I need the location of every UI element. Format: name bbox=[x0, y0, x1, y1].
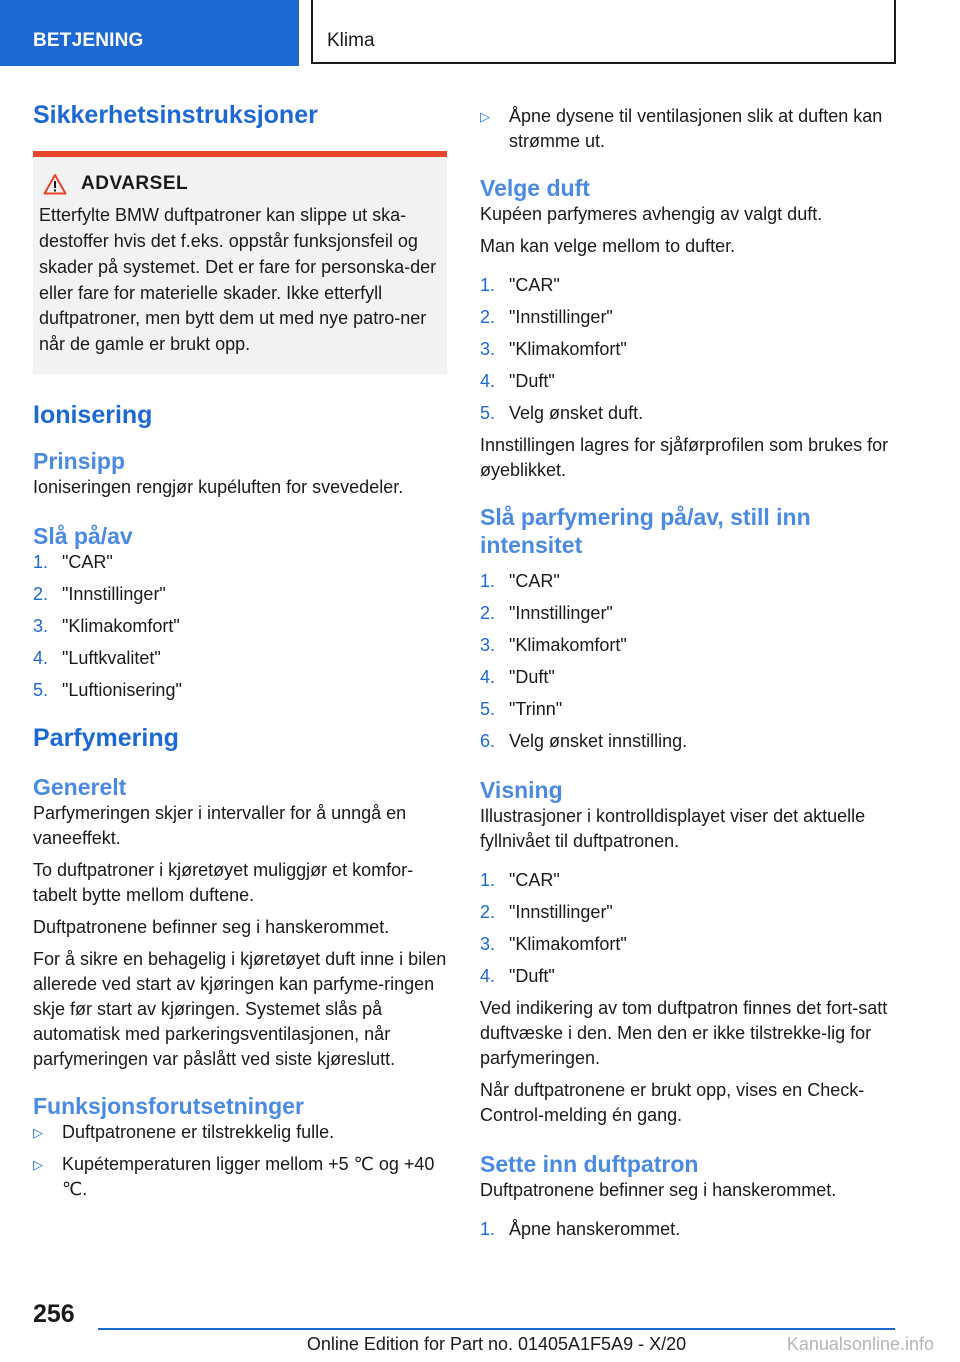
paragraph: Man kan velge mellom to dufter. bbox=[480, 236, 736, 257]
prinsipp-text: Ioniseringen rengjør kupéluften for svevedeler. bbox=[33, 477, 404, 498]
list-item: 4. "Luftkvalitet" bbox=[33, 648, 161, 669]
list-item: 2. "Innstillinger" bbox=[480, 307, 613, 328]
velge-duft-heading: Velge duft bbox=[480, 175, 590, 201]
list-item: ▷ Åpne dysene til ventilasjonen slik at duften kan strømme ut. bbox=[480, 106, 883, 151]
warning-box bbox=[33, 151, 447, 374]
list-item: 2. "Innstillinger" bbox=[480, 902, 613, 923]
page-number: 256 bbox=[33, 1300, 75, 1328]
paragraph: Innstillingen lagres for sjåførprofilen som brukes for øyeblikket. bbox=[480, 435, 889, 481]
list-item: 5. "Trinn" bbox=[480, 699, 563, 720]
sla-pa-av-heading: Slå på/av bbox=[33, 523, 133, 550]
paragraph: Parfymeringen skjer i intervaller for å unngå en vaneeffekt. bbox=[33, 802, 407, 848]
bullet-triangle-icon: ▷ bbox=[33, 1156, 43, 1172]
intensitet-steps bbox=[480, 569, 895, 754]
parfymering-heading: Parfymering bbox=[33, 724, 179, 753]
funksjonsforutsetninger-heading: Funksjonsforutsetninger bbox=[33, 1092, 304, 1119]
edition-text: Online Edition for Part no. 01405A1F5A9 - X/20 bbox=[306, 1334, 687, 1354]
list-item: 1. "CAR" bbox=[480, 571, 560, 592]
paragraph: Ved indikering av tom duftpatron finnes det fort-satt duftvæske i den. Men den er ikke tilstrekke-lig for parfymeringen. bbox=[480, 998, 888, 1069]
list-item: 3. "Klimakomfort" bbox=[480, 934, 627, 955]
list-item: 5. "Luftionisering" bbox=[33, 680, 182, 701]
paragraph: Duftpatronene befinner seg i hanskerommet. bbox=[480, 1180, 837, 1201]
paragraph: Kupéen parfymeres avhengig av valgt duft. bbox=[480, 204, 823, 225]
list-item: ▷ Kupétemperaturen ligger mellom +5 ℃ og +40 ℃. bbox=[33, 1153, 435, 1199]
warning-triangle-icon bbox=[43, 173, 67, 195]
visning-heading: Visning bbox=[480, 777, 563, 804]
list-item: 4. "Duft" bbox=[480, 966, 555, 987]
visning-steps bbox=[480, 868, 895, 989]
generelt-heading: Generelt bbox=[33, 773, 127, 800]
vent-list bbox=[480, 104, 895, 154]
list-item: 4. "Duft" bbox=[480, 667, 555, 688]
safety-heading: Sikkerhetsinstruksjoner bbox=[33, 101, 318, 129]
bullet-triangle-icon: ▷ bbox=[33, 1124, 43, 1140]
section-tab[interactable]: BETJENING bbox=[0, 0, 299, 66]
warning-label: ADVARSEL bbox=[81, 173, 189, 195]
bullet-triangle-icon: ▷ bbox=[480, 109, 490, 124]
list-item: 5. Velg ønsket duft. bbox=[480, 403, 644, 424]
list-item: 1. "CAR" bbox=[480, 275, 560, 296]
sette-steps bbox=[480, 1217, 895, 1242]
warning-text: Etterfylte BMW duftpatroner kan slippe ut ska-destoffer hvis det f.eks. oppstår funksjonsfeil og skader på systemet. Det er fare for personska-der eller fare for materielle skader. Ikke etterfyll duftpatroner, men bytt dem ut med nye patro-ner når de gamle er brukt opp. bbox=[39, 205, 437, 355]
left-column bbox=[33, 100, 447, 1209]
chapter-tab[interactable]: Klima bbox=[311, 0, 896, 64]
prinsipp-heading: Prinsipp bbox=[33, 448, 126, 475]
paragraph: To duftpatroner i kjøretøyet muliggjør et komfor-tabelt bytte mellom duftene. bbox=[33, 859, 414, 905]
list-item: 6. Velg ønsket innstilling. bbox=[480, 731, 688, 752]
warning-header bbox=[39, 173, 439, 195]
list-item: 1. Åpne hanskerommet. bbox=[480, 1219, 681, 1240]
paragraph: Duftpatronene befinner seg i hanskerommet. bbox=[33, 916, 390, 937]
sette-inn-heading: Sette inn duftpatron bbox=[480, 1151, 699, 1178]
list-item: 3. "Klimakomfort" bbox=[480, 635, 627, 656]
list-item: 2. "Innstillinger" bbox=[480, 603, 613, 624]
paragraph: For å sikre en behagelig i kjøretøyet duft inne i bilen allerede ved start av kjøringen kan parfyme-ringen skje før start av kjøringen. Systemet slås på automatisk med parkeringsventilasjonen, når parfymeringen var påslått ved siste kjøreslutt. bbox=[33, 948, 447, 1069]
list-item: 3. "Klimakomfort" bbox=[480, 339, 627, 360]
ionisering-steps bbox=[33, 550, 447, 703]
right-column bbox=[480, 104, 895, 1249]
page-header bbox=[0, 0, 960, 66]
velge-steps bbox=[480, 273, 895, 426]
list-item: 1. "CAR" bbox=[480, 870, 560, 891]
intensitet-heading: Slå parfymering på/av, still inn intensitet bbox=[480, 504, 811, 559]
list-item: 4. "Duft" bbox=[480, 371, 555, 392]
conditions-list bbox=[33, 1120, 447, 1202]
paragraph: Illustrasjoner i kontrolldisplayet viser det aktuelle fyllnivået til duftpatronen. bbox=[480, 806, 866, 852]
watermark-text: Kanualsonline.info bbox=[786, 1334, 934, 1354]
list-item: 3. "Klimakomfort" bbox=[33, 616, 180, 637]
list-item: ▷ Duftpatronene er tilstrekkelig fulle. bbox=[33, 1120, 447, 1145]
paragraph: Når duftpatronene er brukt opp, vises en Check-Control-melding én gang. bbox=[480, 1080, 865, 1126]
list-item: 1. "CAR" bbox=[33, 552, 113, 573]
list-item: 2. "Innstillinger" bbox=[33, 584, 166, 605]
ionisering-heading: Ionisering bbox=[33, 401, 153, 430]
